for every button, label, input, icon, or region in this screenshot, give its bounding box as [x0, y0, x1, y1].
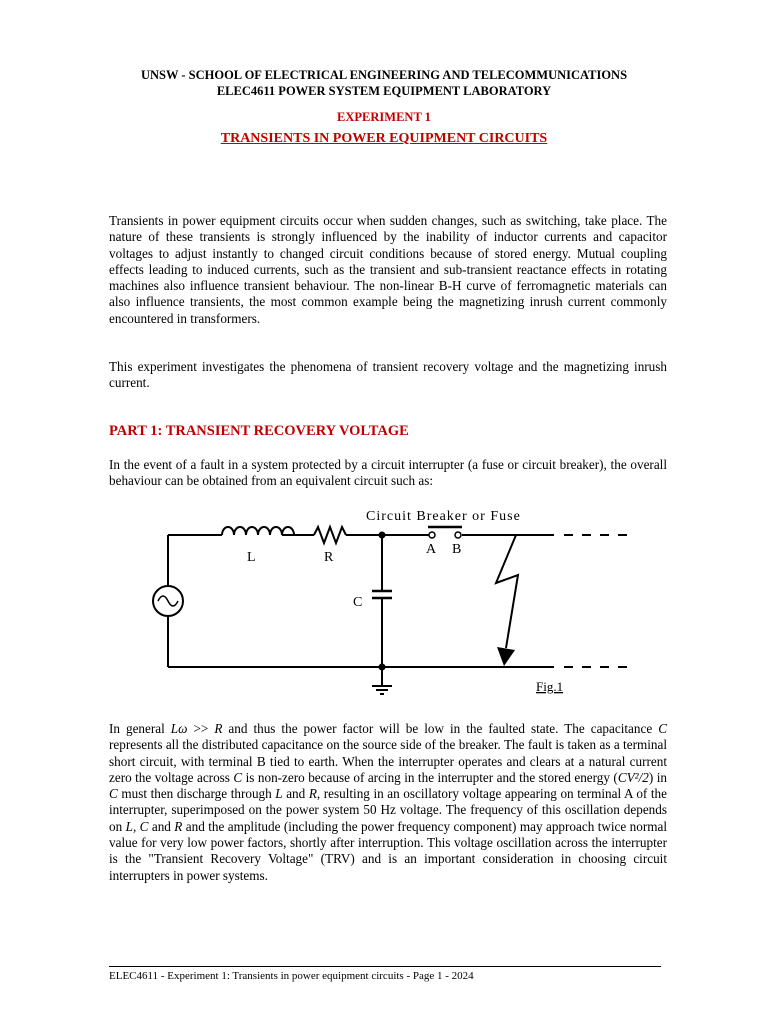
label-l: L: [247, 550, 256, 565]
terminal-a: [429, 532, 435, 538]
header-course: ELEC4611 POWER SYSTEM EQUIPMENT LABORATORY: [216, 84, 552, 98]
label-c: C: [353, 595, 363, 610]
inductor-symbol: [222, 527, 294, 535]
footer-rule: [109, 966, 661, 967]
breaker-label: Circuit Breaker or Fuse: [366, 509, 521, 524]
resistor-symbol: [314, 527, 346, 543]
part1-heading: PART 1: TRANSIENT RECOVERY VOLTAGE: [109, 423, 409, 439]
part1-paragraph: In the event of a fault in a system protected by a circuit interrupter (a fuse or circuit breaker), the overall behaviour can be obtained from an equivalent circuit such as:: [109, 457, 667, 489]
fault-arrowhead: [497, 647, 515, 666]
intro-paragraph-2: This experiment investigates the phenomena of transient recovery voltage and the magnetizing inrush current.: [109, 359, 667, 391]
page-footer: ELEC4611 - Experiment 1: Transients in power equipment circuits - Page 1 - 2024: [109, 970, 474, 982]
label-a: A: [426, 542, 437, 557]
fault-symbol: [496, 535, 518, 648]
label-r: R: [324, 550, 334, 565]
intro-paragraph: Transients in power equipment circuits occur when sudden changes, such as switching, take place. The nature of these transients is strongly influenced by the inability of inductor currents and capacitor voltages to adjust instantly to changed circuit conditions because of stored energy. Mutual coupling effects leading to induced currents, such as the transient and sub-transient reactance effects in rotating machines also influence transient behaviour. The non-linear B-H curve of ferromagnetic materials can also influence transients, the most common example being the magnetizing inrush current commonly encountered in transformers.: [109, 213, 667, 326]
header-school: UNSW - SCHOOL OF ELECTRICAL ENGINEERING AND TELECOMMUNICATIONS: [140, 68, 628, 82]
figure-caption: Fig.1: [536, 679, 564, 694]
label-b: B: [452, 542, 462, 557]
body-paragraph: In general Lω >> R and thus the power factor will be low in the faulted state. The capacitance C represents all the distributed capacitance on the source side of the breaker. The fault is taken as a terminal short circuit, with terminal B tied to earth. When the interrupter operates and clears at a natural current zero the voltage across C is non-zero because of arcing in the interrupter and the stored energy (CV²/2) in C must then discharge through L and R, resulting in an oscillatory voltage appearing on terminal A of the interrupter, superimposed on the power system 50 Hz voltage. The frequency of this oscillation depends on L, C and R and the amplitude (including the power frequency component) may approach twice normal value for very low power factors, shortly after interruption. This voltage oscillation across the interrupter is the "Transient Recovery Voltage" (TRV) and is an important consideration in choosing circuit interrupters in power systems.: [109, 721, 668, 883]
terminal-b: [455, 532, 461, 538]
experiment-number: EXPERIMENT 1: [337, 110, 431, 124]
document-title: TRANSIENTS IN POWER EQUIPMENT CIRCUITS: [220, 131, 548, 146]
circuit-diagram: [140, 500, 650, 705]
